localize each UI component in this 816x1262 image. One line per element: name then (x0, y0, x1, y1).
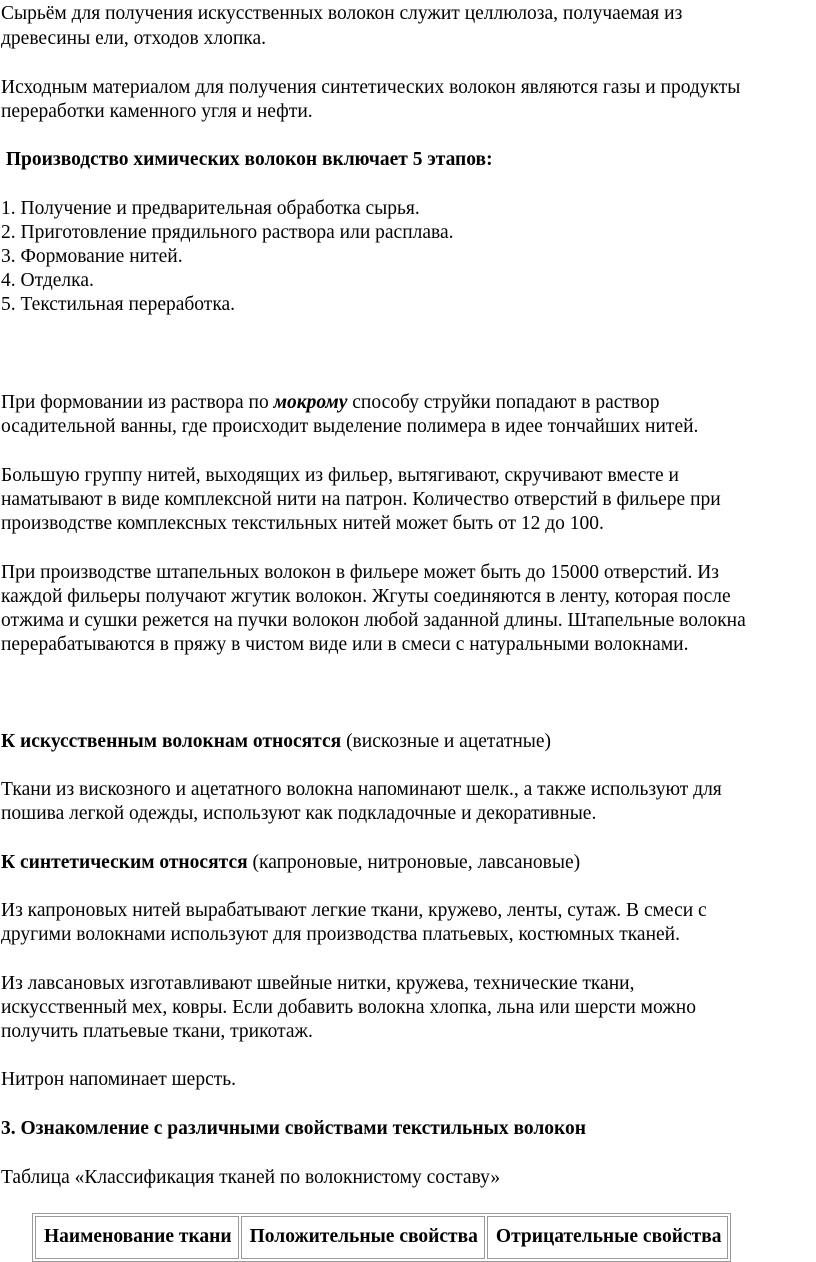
bold-label: К искусственным волокнам относятся (1, 731, 342, 752)
paragraph-filament-group-cont: наматывают в виде комплексной нити на патрон. Количество отверстий в фильере при (1, 489, 721, 510)
paragraph-lavsan: Из лавсановых изготавливают швейные нитки, кружева, технические ткани, (1, 973, 635, 994)
paragraph-staple-fibers-cont: каждой фильеры получают жгутик волокон. Жгуты соединяются в ленту, которая после (1, 586, 731, 607)
table-header-cell: Наименование ткани (35, 1216, 239, 1259)
paragraph-synthetic-materials-cont: переработки каменного угля и нефти. (1, 101, 313, 122)
paragraph-filament-group-cont: производстве комплексных текстильных нитей может быть от 12 до 100. (1, 513, 604, 534)
table-header-cell: Положительные свойства (241, 1216, 485, 1259)
table-caption: Таблица «Классификация тканей по волокнистому составу» (1, 1167, 501, 1188)
section-heading: 3. Ознакомление с различными свойствами текстильных волокон (1, 1118, 586, 1139)
paragraph-nitron: Нитрон напоминает шерсть. (1, 1069, 237, 1090)
list-item: 2. Приготовление прядильного раствора или расплава. (1, 222, 454, 243)
text-run: способу струйки попадают в раствор (347, 392, 660, 413)
list-item: 3. Формование нитей. (1, 246, 183, 267)
paragraph-synthetic-materials: Исходным материалом для получения синтетических волокон являются газы и продукты (1, 77, 741, 98)
list-item: 1. Получение и предварительная обработка сырья. (1, 198, 420, 219)
paragraph-wet-spinning-cont: осадительной ванны, где происходит выделение полимера в идее тончайших нитей. (1, 416, 699, 437)
paragraph-staple-fibers: При производстве штапельных волокон в фильере может быть до 15000 отверстий. Из (1, 562, 720, 583)
text-run: (вискозные и ацетатные) (341, 731, 552, 752)
list-item: 5. Текстильная переработка. (1, 294, 236, 315)
list-item: 4. Отделка. (1, 270, 94, 291)
text-run: При формовании из раствора по (1, 392, 274, 413)
paragraph-capron-cont: другими волокнами используют для производства платьевых, костюмных тканей. (1, 924, 680, 945)
paragraph-raw-materials-1-cont: древесины ели, отходов хлопка. (1, 28, 266, 49)
table-header-row (35, 1216, 728, 1259)
fabric-classification-table (32, 1213, 731, 1262)
paragraph-filament-group: Большую группу нитей, выходящих из фильер, вытягивают, скручивают вместе и (1, 465, 679, 486)
paragraph-viscose-acetate: Ткани из вискозного и ацетатного волокна напоминают шелк., а также используют для (1, 779, 722, 800)
paragraph-lavsan-cont: получить платьевые ткани, трикотаж. (1, 1021, 313, 1042)
paragraph-lavsan-cont: искусственный мех, ковры. Если добавить волокна хлопка, льна или шерсти можно (1, 997, 696, 1018)
paragraph-raw-materials-1: Сырьём для получения искусственных волокон служит целлюлоза, получаемая из (1, 3, 683, 24)
text-run: (капроновые, нитроновые, лавсановые) (247, 852, 581, 873)
paragraph-staple-fibers-cont: отжима и сушки режется на пучки волокон любой заданной длины. Штапельные волокна (1, 610, 746, 631)
emphasis-wet: мокрому (273, 392, 348, 413)
production-stages-heading: Производство химических волокон включает 5 этапов: (1, 149, 493, 170)
paragraph-artificial-fibers (1, 730, 551, 755)
paragraph-wet-spinning (1, 391, 659, 416)
paragraph-synthetic-fibers (1, 851, 580, 876)
table-header-cell: Отрицательные свойства (487, 1216, 729, 1259)
bold-label: К синтетическим относятся (1, 852, 248, 873)
paragraph-capron: Из капроновых нитей вырабатывают легкие ткани, кружево, ленты, сутаж. В смеси с (1, 900, 707, 921)
paragraph-viscose-acetate-cont: пошива легкой одежды, используют как подкладочные и декоративные. (1, 803, 597, 824)
paragraph-staple-fibers-cont: перерабатываются в пряжу в чистом виде или в смеси с натуральными волокнами. (1, 634, 689, 655)
